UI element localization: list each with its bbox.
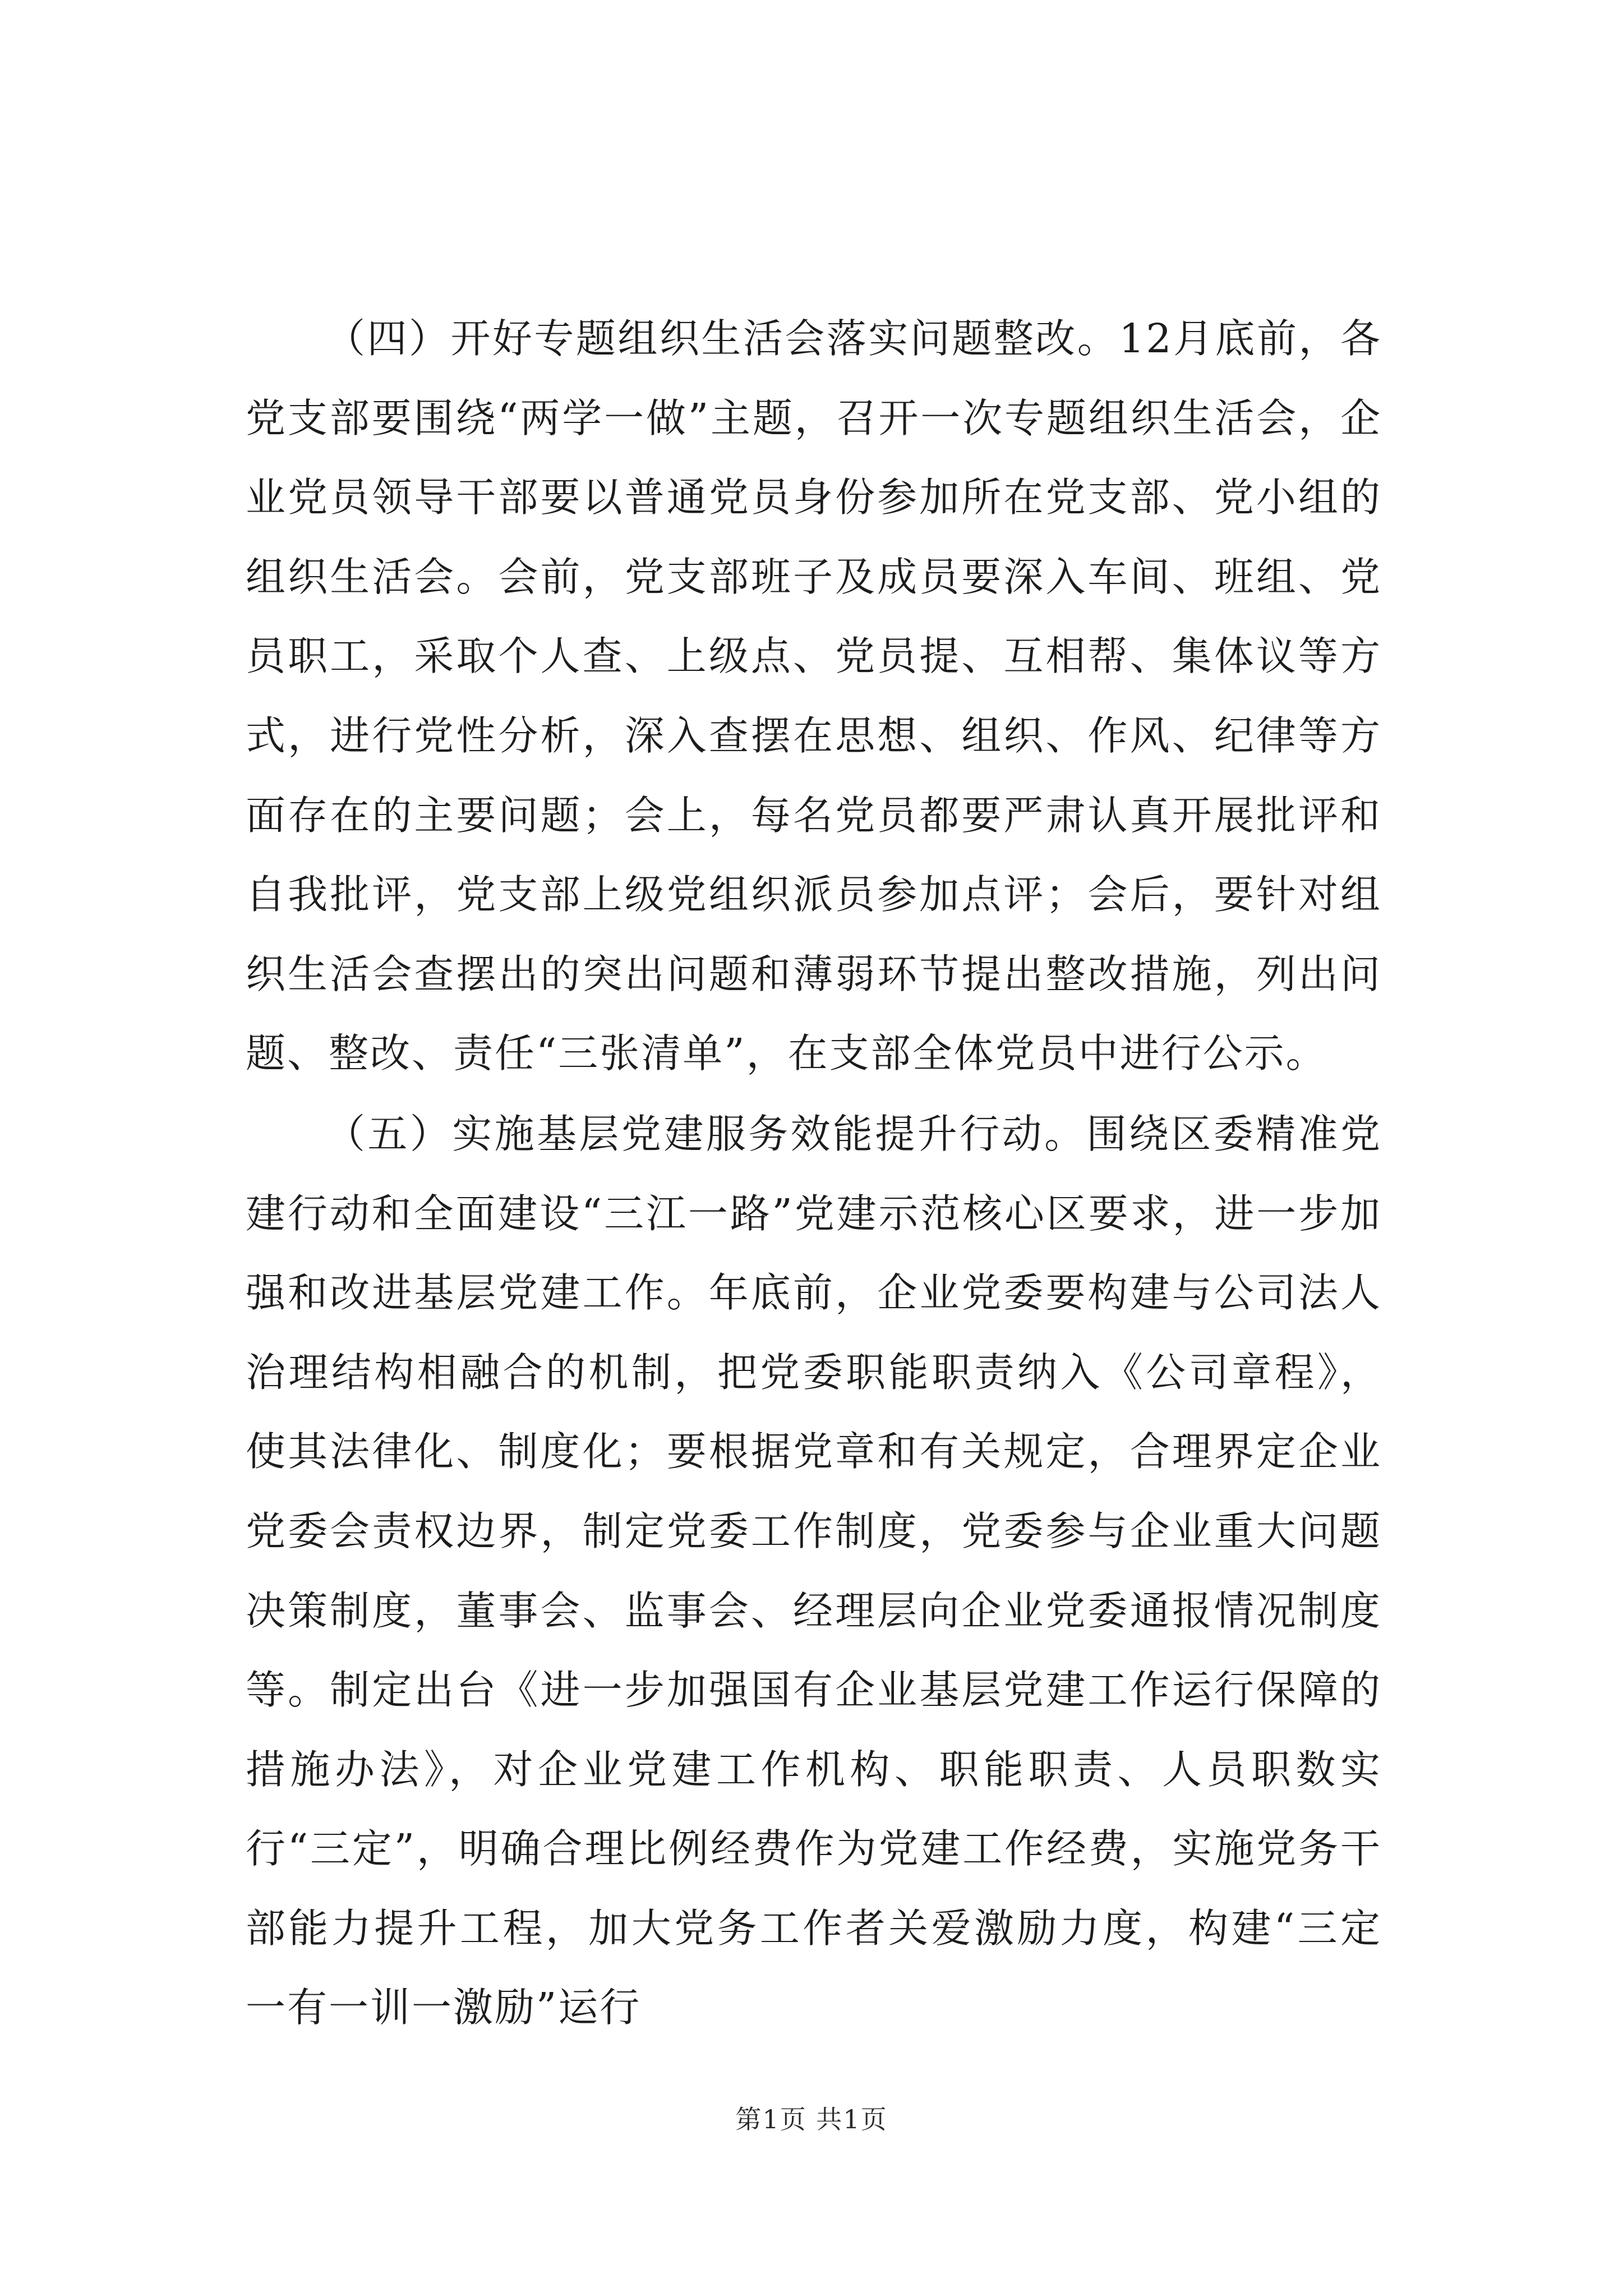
paragraph-section-4: （四）开好专题组织生活会落实问题整改。12月底前，各党支部要围绕“两学一做”主题，召开一次专题组织生活会，企业党员领导干部要以普通党员身份参加所在党支部、党小组的组织生活会。会前，党支部班子及成员要深入车间、班组、党员职工，采取个人查、上级点、党员提、互相帮、集体议等方式，进行党性分析，深入查摆在思想、组织、作风、纪律等方面存在的主要问题；会上，每名党员都要严肃认真开展批评和自我批评，党支部上级党组织派员参加点评；会后，要针对组织生活会查摆出的突出问题和薄弱环节提出整改措施，列出问题、整改、责任“三张清单”，在支部全体党员中进行公示。	[246, 315, 1382, 1077]
document-body	[246, 299, 1382, 2047]
paragraph-section-5: （五）实施基层党建服务效能提升行动。围绕区委精准党建行动和全面建设“三江一路”党建示范核心区要求，进一步加强和改进基层党建工作。年底前，企业党委要构建与公司法人治理结构相融合的机制，把党委职能职责纳入《公司章程》，使其法律化、制度化；要根据党章和有关规定，合理界定企业党委会责权边界，制定党委工作制度，党委参与企业重大问题决策制度，董事会、监事会、经理层向企业党委通报情况制度等。制定出台《进一步加强国有企业基层党建工作运行保障的措施办法》，对企业党建工作机构、职能职责、人员职数实行“三定”，明确合理比例经费作为党建工作经费，实施党务干部能力提升工程，加大党务工作者关爱激励力度，构建“三定一有一训一激励”运行	[246, 1110, 1382, 2031]
page-number-footer: 第1页 共1页	[735, 2104, 888, 2134]
